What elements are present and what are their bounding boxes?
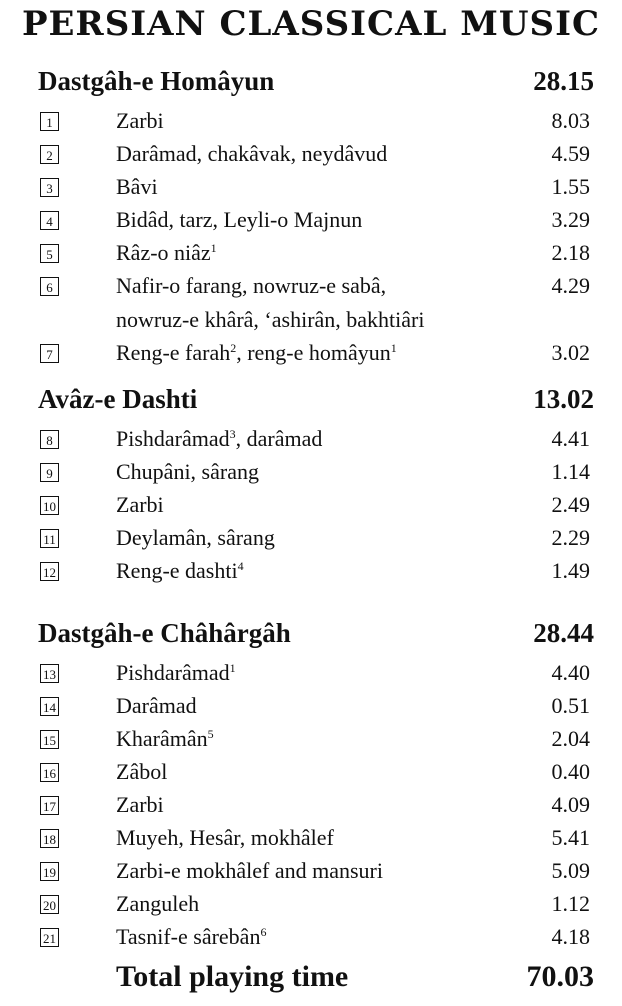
section-title: Dastgâh-e Châhârgâh bbox=[38, 618, 291, 648]
track-row bbox=[0, 885, 622, 918]
track-title-text: Chupâni, sârang bbox=[116, 459, 259, 484]
track-row bbox=[0, 519, 622, 552]
section-total: 28.44 bbox=[533, 618, 594, 648]
track-title-text: Kharâmân bbox=[116, 726, 208, 751]
track-number-box: 19 bbox=[40, 862, 59, 881]
track-number-box: 18 bbox=[40, 829, 59, 848]
track-title-text: Zarbi-e mokhâlef and mansuri bbox=[116, 858, 383, 883]
track-number-box: 16 bbox=[40, 763, 59, 782]
track-title bbox=[116, 656, 516, 690]
track-title-text: Bâvi bbox=[116, 174, 158, 199]
track-duration: 1.49 bbox=[551, 558, 590, 583]
section-title: Avâz-e Dashti bbox=[38, 384, 198, 414]
section bbox=[0, 384, 622, 585]
track-title bbox=[116, 689, 516, 723]
track-number-box: 4 bbox=[40, 211, 59, 230]
track-number-box: 12 bbox=[40, 562, 59, 581]
track-row bbox=[0, 687, 622, 720]
track-row bbox=[0, 102, 622, 135]
track-number-box: 15 bbox=[40, 730, 59, 749]
track-title-text: Zarbi bbox=[116, 492, 164, 517]
track-number-box: 7 bbox=[40, 344, 59, 363]
track-title-text: Darâmad bbox=[116, 693, 197, 718]
track-duration: 8.03 bbox=[551, 108, 590, 133]
page-title: PERSIAN CLASSICAL MUSIC bbox=[21, 4, 601, 44]
track-row bbox=[0, 753, 622, 786]
track-title-text: Muyeh, Hesâr, mokhâlef bbox=[116, 825, 334, 850]
track-title-text-cont: , reng-e homâyun bbox=[236, 340, 391, 365]
track-title-text: Râz-o niâz bbox=[116, 240, 211, 265]
track-duration: 4.59 bbox=[551, 141, 590, 166]
track-number-box: 10 bbox=[40, 496, 59, 515]
track-duration: 3.29 bbox=[551, 207, 590, 232]
track-row bbox=[0, 420, 622, 453]
track-duration: 1.55 bbox=[551, 174, 590, 199]
track-row bbox=[0, 201, 622, 234]
track-title bbox=[116, 887, 516, 921]
track-title bbox=[116, 788, 516, 822]
track-title-text: Pishdarâmad bbox=[116, 660, 230, 685]
section-total: 28.15 bbox=[533, 66, 594, 96]
track-title bbox=[116, 236, 516, 270]
track-title bbox=[116, 488, 516, 522]
section bbox=[0, 66, 622, 367]
total-label: Total playing time bbox=[116, 960, 349, 993]
track-title bbox=[116, 269, 516, 337]
track-title-text: Bidâd, tarz, Leyli-o Majnun bbox=[116, 207, 363, 232]
track-row bbox=[0, 654, 622, 687]
track-duration: 2.49 bbox=[551, 492, 590, 517]
section bbox=[0, 618, 622, 951]
track-title bbox=[116, 336, 516, 370]
track-duration: 4.29 bbox=[551, 273, 590, 298]
track-duration: 3.02 bbox=[551, 340, 590, 365]
footnote-marker: 3 bbox=[229, 427, 236, 441]
track-title bbox=[116, 854, 516, 888]
track-row bbox=[0, 135, 622, 168]
footnote-marker: 5 bbox=[207, 727, 214, 741]
track-title-text: Zarbi bbox=[116, 792, 164, 817]
track-row bbox=[0, 267, 622, 334]
track-duration: 0.51 bbox=[551, 693, 590, 718]
track-duration: 5.09 bbox=[551, 858, 590, 883]
track-row bbox=[0, 918, 622, 951]
footnote-marker: 6 bbox=[260, 925, 267, 939]
track-title-text: Reng-e farah bbox=[116, 340, 231, 365]
track-number-box: 8 bbox=[40, 430, 59, 449]
track-title-text: Zarbi bbox=[116, 108, 164, 133]
track-title bbox=[116, 755, 516, 789]
track-title-text-cont: , darâmad bbox=[235, 426, 323, 451]
track-title bbox=[116, 920, 516, 954]
track-title bbox=[116, 104, 516, 138]
section-title: Dastgâh-e Homâyun bbox=[38, 66, 275, 96]
track-title-text: Nafir-o farang, nowruz-e sabâ, bbox=[116, 273, 387, 298]
track-number-box: 21 bbox=[40, 928, 59, 947]
track-title bbox=[116, 203, 516, 237]
track-duration: 4.41 bbox=[551, 426, 590, 451]
track-row bbox=[0, 486, 622, 519]
total-playing-time-row bbox=[0, 956, 622, 1000]
track-number-box: 11 bbox=[40, 529, 59, 548]
track-row bbox=[0, 234, 622, 267]
footnote-marker: 1 bbox=[210, 241, 217, 255]
section-header bbox=[0, 384, 622, 420]
footnote-marker: 4 bbox=[237, 559, 244, 573]
track-title bbox=[116, 455, 516, 489]
track-row bbox=[0, 819, 622, 852]
track-number-box: 13 bbox=[40, 664, 59, 683]
track-duration: 5.41 bbox=[551, 825, 590, 850]
total-value: 70.03 bbox=[526, 960, 594, 993]
track-title bbox=[116, 554, 516, 588]
track-title bbox=[116, 821, 516, 855]
track-duration: 2.04 bbox=[551, 726, 590, 751]
track-title-text: Tasnif-e sârebân bbox=[116, 924, 261, 949]
track-number-box: 3 bbox=[40, 178, 59, 197]
footnote-marker: 1 bbox=[229, 661, 236, 675]
track-row bbox=[0, 334, 622, 367]
section-header bbox=[0, 66, 622, 102]
track-title-text: Zâbol bbox=[116, 759, 168, 784]
track-title bbox=[116, 170, 516, 204]
track-title-text: Reng-e dashti bbox=[116, 558, 238, 583]
track-title-text: Deylamân, sârang bbox=[116, 525, 275, 550]
footnote-marker: 1 bbox=[390, 341, 397, 355]
track-row bbox=[0, 852, 622, 885]
track-duration: 1.12 bbox=[551, 891, 590, 916]
track-row bbox=[0, 453, 622, 486]
track-number-box: 17 bbox=[40, 796, 59, 815]
track-duration: 4.09 bbox=[551, 792, 590, 817]
track-title bbox=[116, 137, 516, 171]
track-row bbox=[0, 786, 622, 819]
section-total: 13.02 bbox=[533, 384, 594, 414]
track-title bbox=[116, 422, 516, 456]
track-number-box: 2 bbox=[40, 145, 59, 164]
track-row bbox=[0, 720, 622, 753]
track-row bbox=[0, 168, 622, 201]
section-header bbox=[0, 618, 622, 654]
track-duration: 4.40 bbox=[551, 660, 590, 685]
track-row bbox=[0, 552, 622, 585]
track-number-box: 5 bbox=[40, 244, 59, 263]
track-number-box: 1 bbox=[40, 112, 59, 131]
track-title-line2: nowruz-e khârâ, ‘ashirân, bakhtiâri bbox=[116, 307, 425, 332]
track-number-box: 9 bbox=[40, 463, 59, 482]
track-duration: 1.14 bbox=[551, 459, 590, 484]
track-number-box: 6 bbox=[40, 277, 59, 296]
track-title-text: Pishdarâmad bbox=[116, 426, 230, 451]
track-title bbox=[116, 722, 516, 756]
track-title-text: Darâmad, chakâvak, neydâvud bbox=[116, 141, 388, 166]
track-title-text: Zanguleh bbox=[116, 891, 200, 916]
track-duration: 2.18 bbox=[551, 240, 590, 265]
track-duration: 0.40 bbox=[551, 759, 590, 784]
track-duration: 4.18 bbox=[551, 924, 590, 949]
track-number-box: 14 bbox=[40, 697, 59, 716]
track-title bbox=[116, 521, 516, 555]
track-duration: 2.29 bbox=[551, 525, 590, 550]
track-number-box: 20 bbox=[40, 895, 59, 914]
footnote-marker: 2 bbox=[230, 341, 237, 355]
